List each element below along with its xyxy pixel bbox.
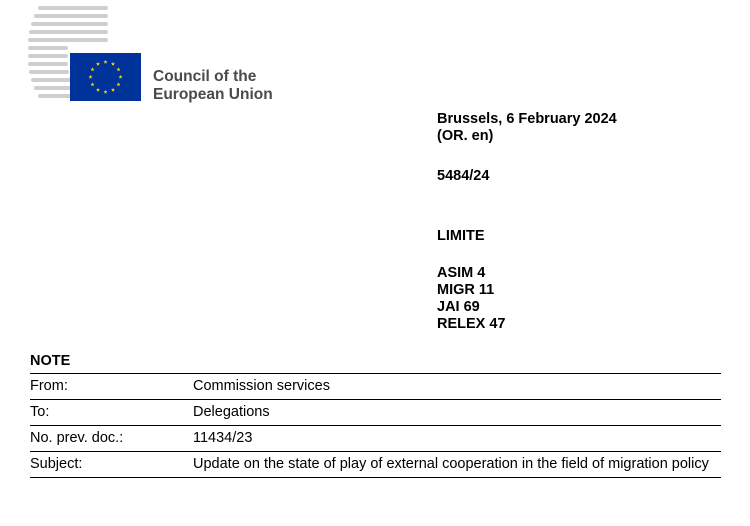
eu-flag-icon bbox=[70, 53, 141, 101]
table-row bbox=[30, 374, 721, 400]
org-name-line1: Council of the bbox=[153, 68, 257, 85]
row-value: Commission services bbox=[193, 374, 721, 400]
code-4: RELEX 47 bbox=[437, 316, 506, 332]
code-3: JAI 69 bbox=[437, 299, 480, 315]
row-value: Delegations bbox=[193, 400, 721, 426]
place-date: Brussels, 6 February 2024 bbox=[437, 111, 617, 127]
organisation-name bbox=[153, 68, 273, 104]
table-row bbox=[30, 426, 721, 452]
row-value: 11434/23 bbox=[193, 426, 721, 452]
original-language: (OR. en) bbox=[437, 128, 494, 144]
row-label: Subject: bbox=[30, 452, 193, 478]
table-row bbox=[30, 400, 721, 426]
code-2: MIGR 11 bbox=[437, 282, 495, 298]
classification: LIMITE bbox=[437, 228, 485, 244]
note-title: NOTE bbox=[30, 353, 71, 369]
row-label: To: bbox=[30, 400, 193, 426]
document-number: 5484/24 bbox=[437, 168, 490, 184]
routing-table bbox=[30, 373, 721, 478]
code-1: ASIM 4 bbox=[437, 265, 486, 281]
row-label: From: bbox=[30, 374, 193, 400]
row-value: Update on the state of play of external cooperation in the field of migration policy bbox=[193, 452, 721, 478]
table-row bbox=[30, 452, 721, 478]
council-logo bbox=[26, 4, 156, 104]
document-meta bbox=[437, 111, 617, 333]
org-name-line2: European Union bbox=[153, 86, 273, 103]
row-label: No. prev. doc.: bbox=[30, 426, 193, 452]
